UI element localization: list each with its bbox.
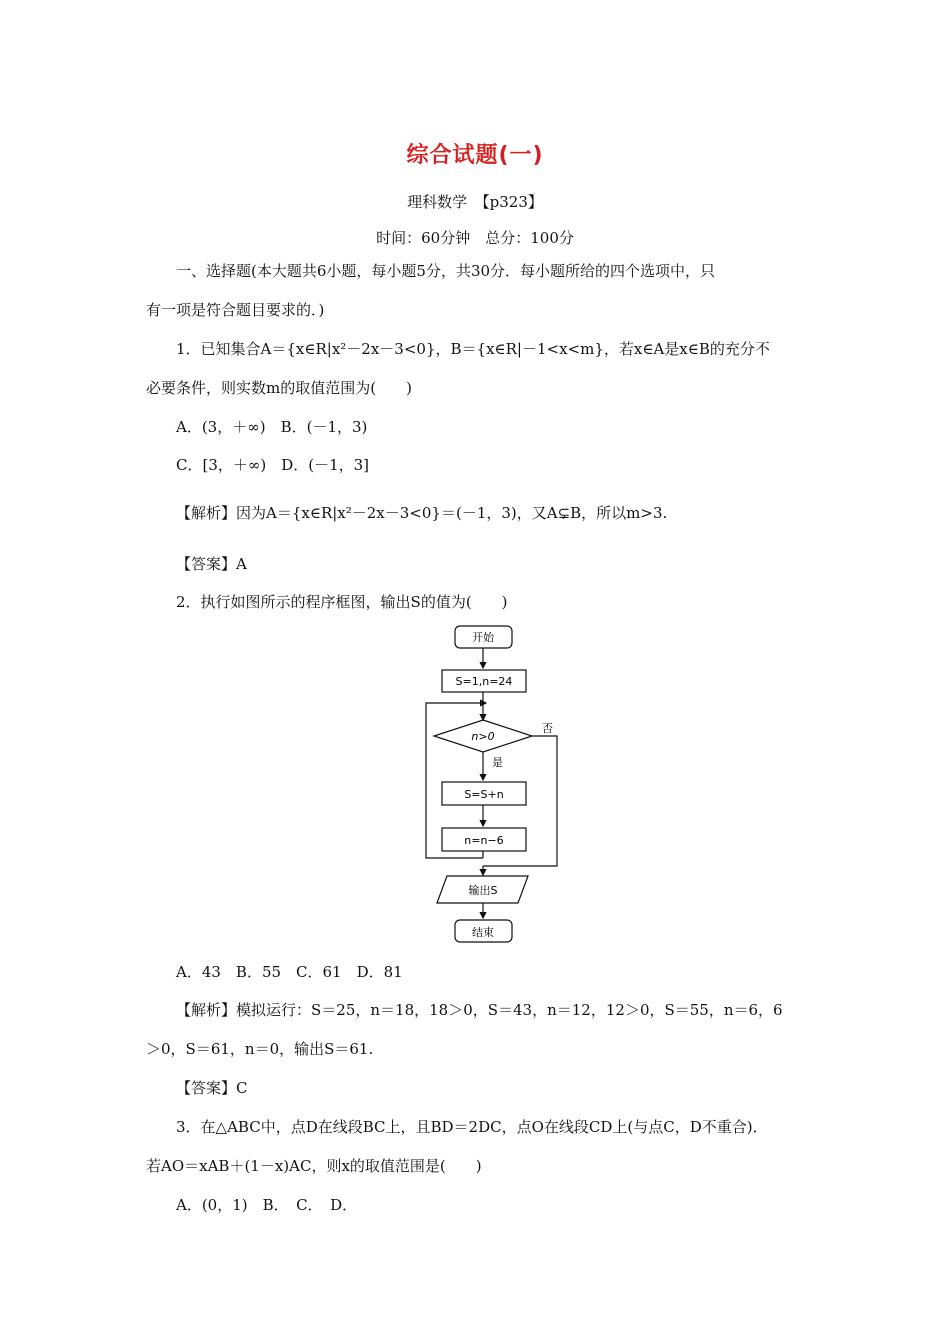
flow-init-label: S=1,n=24 [455,675,513,688]
section-instruction-line2: 有一项是符合题目要求的．) [146,301,325,319]
q1-analysis: 【解析】因为A＝{x∈R|x²－2x－3<0}＝(－1，3)，又A⊊B，所以m>3. [176,504,668,522]
q2-options: A．43 B．55 C．61 D．81 [176,963,403,981]
time-score-line: 时间：60分钟 总分：100分 [376,229,574,247]
q2-stem: 2．执行如图所示的程序框图，输出S的值为( ) [176,593,508,611]
flow-end-label: 结束 [472,926,494,939]
q3-stem-line1: 3．在△ABC中，点D在线段BC上，且BD＝2DC，点O在线段CD上(与点C，D不重合)． [176,1118,768,1136]
q1-stem-line1: 1．已知集合A＝{x∈R|x²－2x－3<0}，B＝{x∈R|－1<x<m}，若x∈A是x∈B的充分不 [176,340,770,358]
flow-step2-label: n=n−6 [464,834,504,847]
q3-stem-line2: 若AO＝xAB＋(1－x)AC，则x的取值范围是( ) [146,1157,482,1175]
page-title: 综合试题(一) [406,143,544,168]
flow-output-label: 输出S [468,884,498,897]
q1-answer: 【答案】A [176,555,247,573]
flow-cond-label: n>0 [471,730,495,743]
q2-analysis-line2: ＞0，S＝61，n＝0，输出S＝61. [146,1040,374,1058]
q2-analysis-line1: 【解析】模拟运行：S＝25，n＝18，18＞0，S＝43，n＝12，12＞0，S＝55，n＝6，6 [176,1001,783,1019]
q1-stem-line2: 必要条件，则实数m的取值范围为( ) [146,379,412,397]
section-instruction-line1: 一、选择题(本大题共6小题，每小题5分，共30分．每小题所给的四个选项中，只 [176,262,716,280]
q1-options-line2: C．[3，＋∞) D．(－1，3] [176,456,370,474]
flow-step1-label: S=S+n [464,788,504,801]
q1-options-line1: A．(3，＋∞) B．(－1，3) [176,418,368,436]
flow-yes-label: 是 [492,756,503,769]
q2-answer: 【答案】C [176,1079,248,1097]
q3-options: A．(0，1) B． C． D． [176,1196,358,1214]
subject-line: 理科数学 【p323】 [407,193,543,211]
flow-no-label: 否 [542,722,553,735]
program-flowchart [420,622,570,948]
flow-start-label: 开始 [472,631,494,644]
